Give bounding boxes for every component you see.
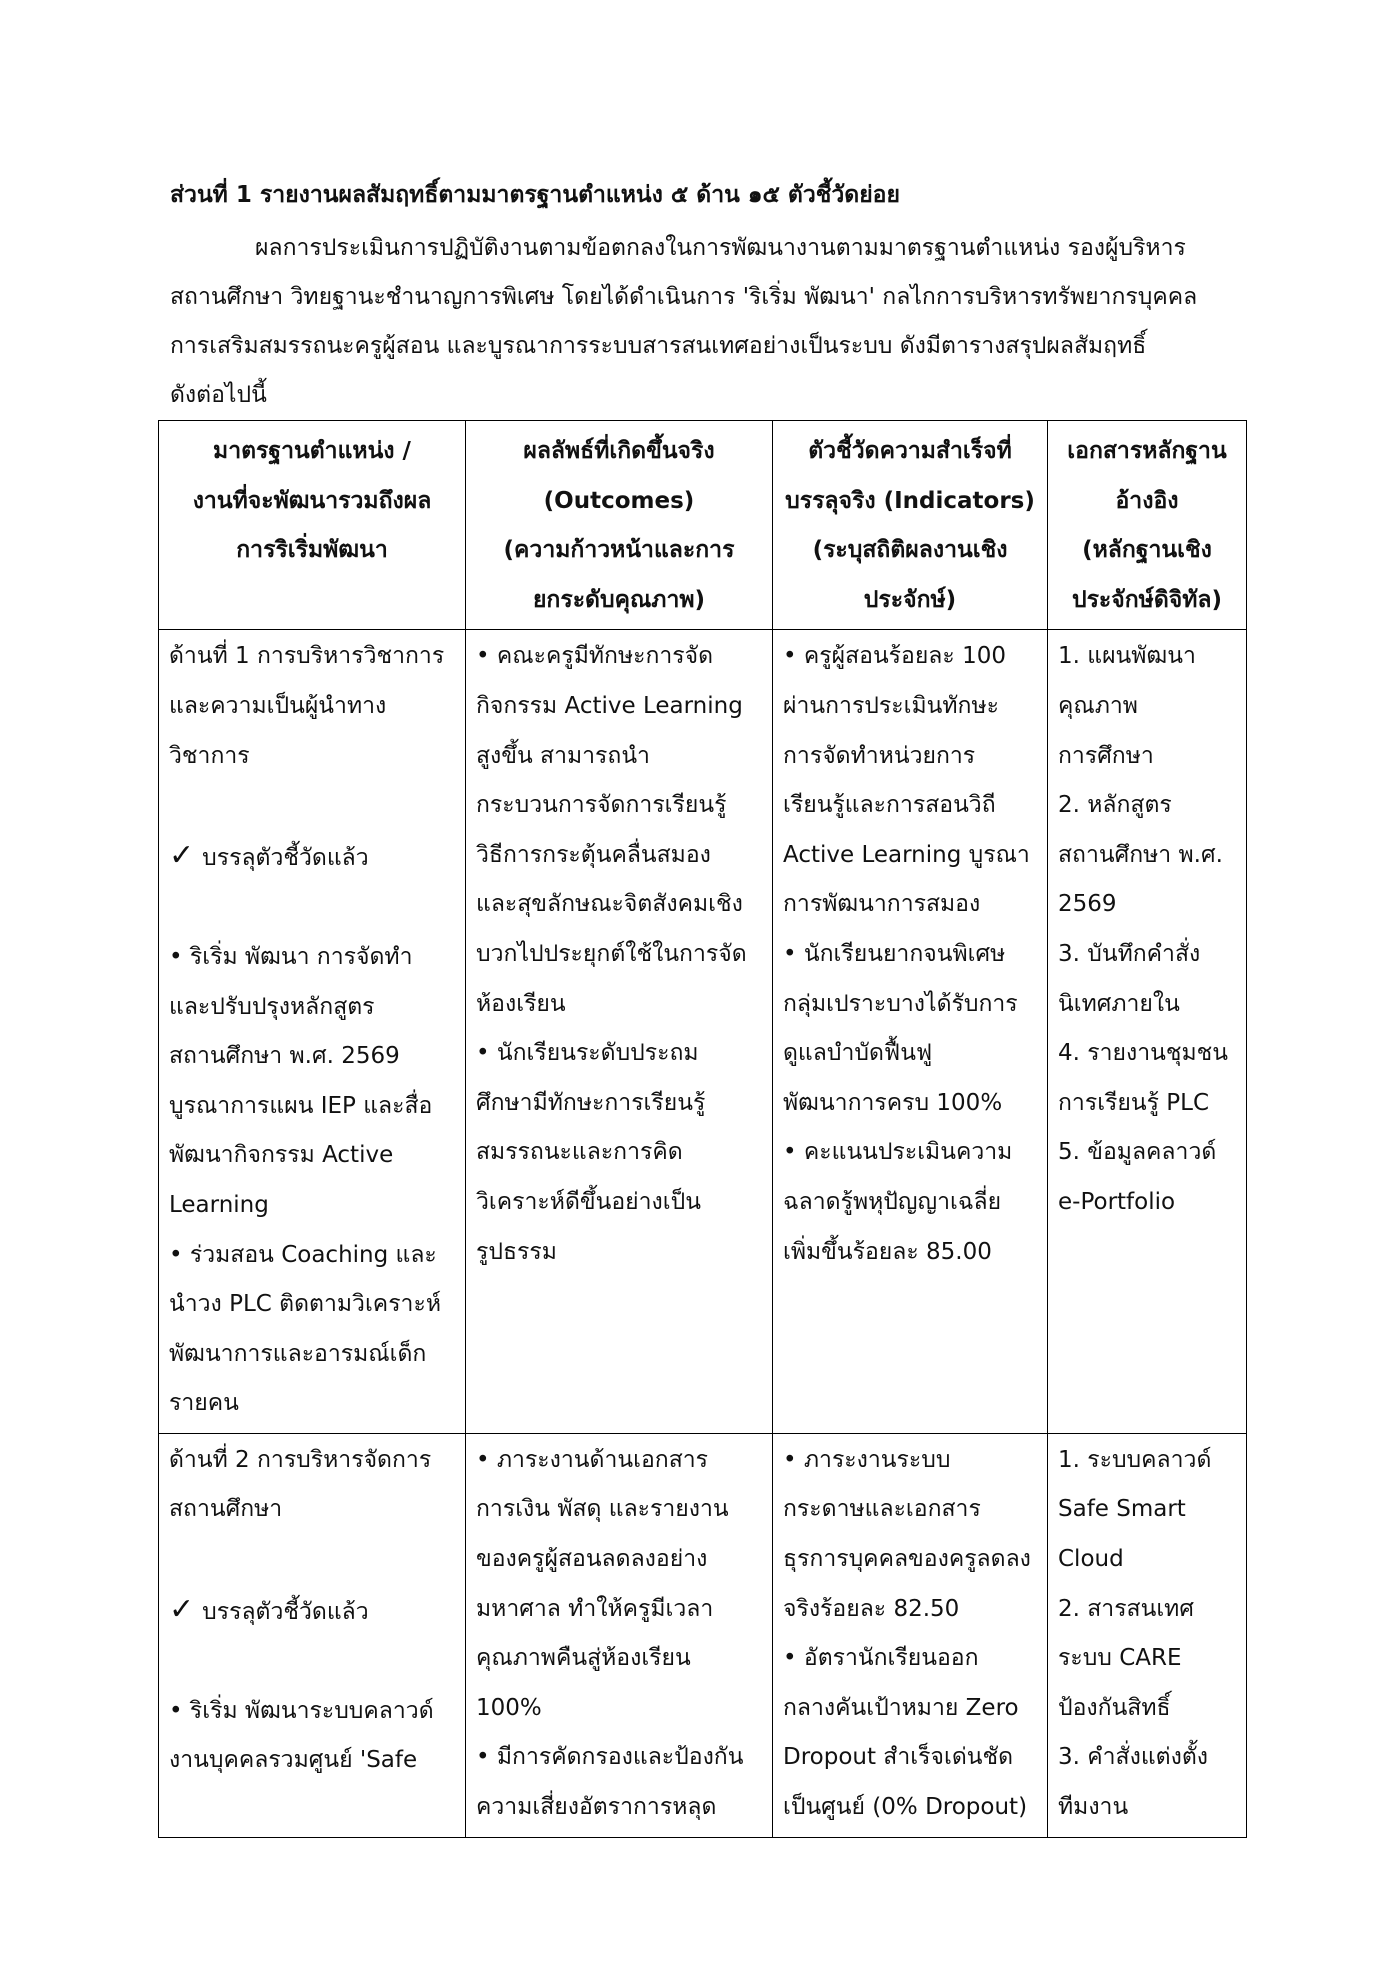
cell-line: 1. แผนพัฒนา bbox=[1058, 643, 1196, 670]
cell-line: รายคน bbox=[169, 1390, 239, 1417]
cell-line: จริงร้อยละ 82.50 bbox=[783, 1595, 960, 1622]
cell-line: พัฒนาการและอารมณ์เด็ก bbox=[169, 1340, 427, 1367]
cell-line: สมรรถนะและการคิด bbox=[476, 1139, 683, 1166]
cell-line: ห้องเรียน bbox=[476, 990, 566, 1017]
standard-cell bbox=[159, 1433, 466, 1837]
cell-line: กลางคันเป้าหมาย Zero bbox=[783, 1694, 1019, 1721]
cell-line: ศึกษามีทักษะการเรียนรู้ bbox=[476, 1089, 706, 1116]
cell-line: ด้านที่ 2 การบริหารจัดการ bbox=[169, 1446, 432, 1473]
cell-line: Active Learning บูรณา bbox=[783, 841, 1030, 868]
header-line: อ้างอิง bbox=[1115, 487, 1179, 514]
cell-line: สถานศึกษา bbox=[169, 1496, 283, 1523]
cell-line: ป้องกันสิทธิ์ bbox=[1058, 1694, 1171, 1721]
header-line: (ระบุสถิติผลงานเชิง bbox=[812, 537, 1008, 564]
cell-line: ผ่านการประเมินทักษะ bbox=[783, 692, 999, 719]
table-header-row bbox=[159, 421, 1247, 630]
cell-line: คุณภาพ bbox=[1058, 692, 1138, 719]
header-evidence bbox=[1048, 421, 1247, 630]
cell-line: และปรับปรุงหลักสูตร bbox=[169, 993, 375, 1020]
cell-line: ฉลาดรู้พหุปัญญาเฉลี่ย bbox=[783, 1188, 1002, 1215]
cell-line: การศึกษา bbox=[1058, 742, 1154, 769]
standard-cell bbox=[159, 630, 466, 1434]
cell-line: เรียนรู้และการสอนวิถี bbox=[783, 792, 996, 819]
cell-line: 3. บันทึกคำสั่ง bbox=[1058, 940, 1201, 967]
header-line: บรรลุจริง (Indicators) bbox=[785, 487, 1035, 514]
cell-line: รูปธรรม bbox=[476, 1238, 557, 1265]
cell-line: 2. หลักสูตร bbox=[1058, 792, 1172, 819]
intro-line: การเสริมสมรรถนะครูผู้สอน และบูรณาการระบบสารสนเทศอย่างเป็นระบบ ดังมีตารางสรุปผลสัมฤทธิ์ bbox=[170, 333, 1147, 359]
cell-line: วิเคราะห์ดีขึ้นอย่างเป็น bbox=[476, 1188, 701, 1215]
cell-line: กระดาษและเอกสาร bbox=[783, 1496, 981, 1523]
cell-line: • คณะครูมีทักษะการจัด bbox=[476, 643, 714, 670]
cell-line: คุณภาพคืนสู่ห้องเรียน bbox=[476, 1645, 691, 1672]
cell-line: กิจกรรม Active Learning bbox=[476, 692, 743, 719]
cell-line: การพัฒนาการสมอง bbox=[783, 891, 981, 918]
cell-line: การจัดทำหน่วยการ bbox=[783, 742, 976, 769]
cell-line: สูงขึ้น สามารถนำ bbox=[476, 742, 650, 769]
cell-line: เป็นศูนย์ (0% Dropout) bbox=[783, 1794, 1028, 1821]
cell-line: • ครูผู้สอนร้อยละ 100 bbox=[783, 643, 1006, 670]
cell-line: สถานศึกษา พ.ศ. bbox=[1058, 841, 1223, 868]
cell-line: สถานศึกษา พ.ศ. 2569 bbox=[169, 1043, 400, 1070]
intro-line: ดังต่อไปนี้ bbox=[170, 382, 267, 408]
header-outcomes bbox=[466, 421, 773, 630]
cell-line: Dropout สำเร็จเด่นชัด bbox=[783, 1744, 1014, 1771]
cell-line: 2569 bbox=[1058, 891, 1117, 918]
indicators-cell bbox=[773, 630, 1048, 1434]
cell-line: 2. สารสนเทศ bbox=[1058, 1595, 1194, 1622]
cell-line: กลุ่มเปราะบางได้รับการ bbox=[783, 990, 1018, 1017]
status-label: บรรลุตัวชี้วัดแล้ว bbox=[202, 844, 369, 871]
header-line: (ความก้าวหน้าและการ bbox=[503, 537, 735, 564]
header-line: งานที่จะพัฒนารวมถึงผล bbox=[192, 487, 432, 514]
cell-line: มหาศาล ทำให้ครูมีเวลา bbox=[476, 1595, 714, 1622]
cell-line: ดูแลบำบัดฟื้นฟู bbox=[783, 1040, 933, 1067]
cell-line: นิเทศภายใน bbox=[1058, 990, 1180, 1017]
status-label: บรรลุตัวชี้วัดแล้ว bbox=[202, 1598, 369, 1625]
section-heading: ส่วนที่ 1 รายงานผลสัมฤทธิ์ตามมาตรฐานตำแหน่ง ๕ ด้าน ๑๕ ตัวชี้วัดย่อย bbox=[170, 182, 900, 208]
cell-line: ความเสี่ยงอัตราการหลุด bbox=[476, 1794, 717, 1821]
outcomes-cell bbox=[466, 1433, 773, 1837]
cell-line: ด้านที่ 1 การบริหารวิชาการ bbox=[169, 643, 445, 670]
checkmark-icon: ✓ bbox=[169, 1591, 195, 1627]
cell-line: • ร่วมสอน Coaching และ bbox=[169, 1241, 437, 1268]
cell-line: และสุขลักษณะจิตสังคมเชิง bbox=[476, 891, 743, 918]
cell-line: • ริเริ่ม พัฒนา การจัดทำ bbox=[169, 943, 413, 970]
cell-line: การเรียนรู้ PLC bbox=[1058, 1089, 1210, 1116]
cell-line: นำวง PLC ติดตามวิเคราะห์ bbox=[169, 1291, 441, 1318]
table-row bbox=[159, 630, 1247, 1434]
evidence-cell bbox=[1048, 630, 1247, 1434]
header-standard bbox=[159, 421, 466, 630]
cell-line: • นักเรียนยากจนพิเศษ bbox=[783, 940, 1006, 967]
cell-line: วิชาการ bbox=[169, 742, 250, 769]
cell-line: 4. รายงานชุมชน bbox=[1058, 1040, 1228, 1067]
cell-line: Safe Smart bbox=[1058, 1496, 1186, 1523]
cell-line: e-Portfolio bbox=[1058, 1188, 1176, 1215]
cell-line: ธุรการบุคคลของครูลดลง bbox=[783, 1546, 1031, 1573]
cell-line: บวกไปประยุกต์ใช้ในการจัด bbox=[476, 940, 747, 967]
cell-line: งานบุคคลรวมศูนย์ 'Safe bbox=[169, 1747, 418, 1774]
cell-line: ทีมงาน bbox=[1058, 1794, 1129, 1821]
achievement-table bbox=[158, 420, 1247, 1838]
cell-line: • ภาระงานระบบ bbox=[783, 1446, 951, 1473]
header-line: ผลลัพธ์ที่เกิดขึ้นจริง bbox=[523, 438, 715, 464]
table-row bbox=[159, 1433, 1247, 1837]
cell-line: การเงิน พัสดุ และรายงาน bbox=[476, 1496, 729, 1523]
cell-line: 100% bbox=[476, 1694, 542, 1721]
cell-line: ระบบ CARE bbox=[1058, 1645, 1182, 1672]
cell-line: ของครูผู้สอนลดลงอย่าง bbox=[476, 1546, 708, 1573]
evidence-cell bbox=[1048, 1433, 1247, 1837]
header-line: ประจักษ์ดิจิทัล) bbox=[1071, 586, 1223, 613]
cell-line: • นักเรียนระดับประถม bbox=[476, 1040, 699, 1067]
cell-line: บูรณาการแผน IEP และสื่อ bbox=[169, 1092, 433, 1119]
header-line: (หลักฐานเชิง bbox=[1082, 537, 1212, 564]
cell-line: • ริเริ่ม พัฒนาระบบคลาวด์ bbox=[169, 1697, 434, 1724]
status-achieved bbox=[169, 831, 455, 884]
cell-line: Learning bbox=[169, 1191, 269, 1218]
intro-line: สถานศึกษา วิทยฐานะชำนาญการพิเศษ โดยได้ดำเนินการ 'ริเริ่ม พัฒนา' กลไกการบริหารทรัพยากรบุคคล bbox=[170, 284, 1198, 310]
cell-line: Cloud bbox=[1058, 1546, 1124, 1573]
header-line: มาตรฐานตำแหน่ง / bbox=[213, 438, 411, 464]
header-line: การริเริ่มพัฒนา bbox=[236, 537, 388, 564]
header-line: ตัวชี้วัดความสำเร็จที่ bbox=[808, 438, 1012, 464]
header-line: ยกระดับคุณภาพ) bbox=[532, 586, 706, 613]
intro-line: ผลการประเมินการปฏิบัติงานตามข้อตกลงในการพัฒนางานตามมาตรฐานตำแหน่ง รองผู้บริหาร bbox=[255, 235, 1186, 261]
header-indicators bbox=[773, 421, 1048, 630]
cell-line: และความเป็นผู้นำทาง bbox=[169, 692, 387, 719]
cell-line: วิธีการกระตุ้นคลื่นสมอง bbox=[476, 841, 711, 868]
cell-line: กระบวนการจัดการเรียนรู้ bbox=[476, 792, 727, 819]
header-line: (Outcomes) bbox=[543, 487, 695, 514]
header-line: เอกสารหลักฐาน bbox=[1067, 438, 1227, 464]
outcomes-cell bbox=[466, 630, 773, 1434]
cell-line: พัฒนากิจกรรม Active bbox=[169, 1142, 394, 1169]
cell-line: • อัตรานักเรียนออก bbox=[783, 1645, 979, 1672]
cell-line: • ภาระงานด้านเอกสาร bbox=[476, 1446, 709, 1473]
cell-line: เพิ่มขึ้นร้อยละ 85.00 bbox=[783, 1238, 992, 1265]
indicators-cell bbox=[773, 1433, 1048, 1837]
status-achieved bbox=[169, 1585, 455, 1638]
cell-line: • มีการคัดกรองและป้องกัน bbox=[476, 1744, 744, 1771]
header-line: ประจักษ์) bbox=[863, 586, 957, 613]
checkmark-icon: ✓ bbox=[169, 837, 195, 873]
intro-paragraph bbox=[170, 224, 1240, 420]
cell-line: 1. ระบบคลาวด์ bbox=[1058, 1446, 1212, 1473]
cell-line: 3. คำสั่งแต่งตั้ง bbox=[1058, 1744, 1208, 1771]
cell-line: 5. ข้อมูลคลาวด์ bbox=[1058, 1139, 1217, 1166]
cell-line: พัฒนาการครบ 100% bbox=[783, 1089, 1003, 1116]
cell-line: • คะแนนประเมินความ bbox=[783, 1139, 1013, 1166]
